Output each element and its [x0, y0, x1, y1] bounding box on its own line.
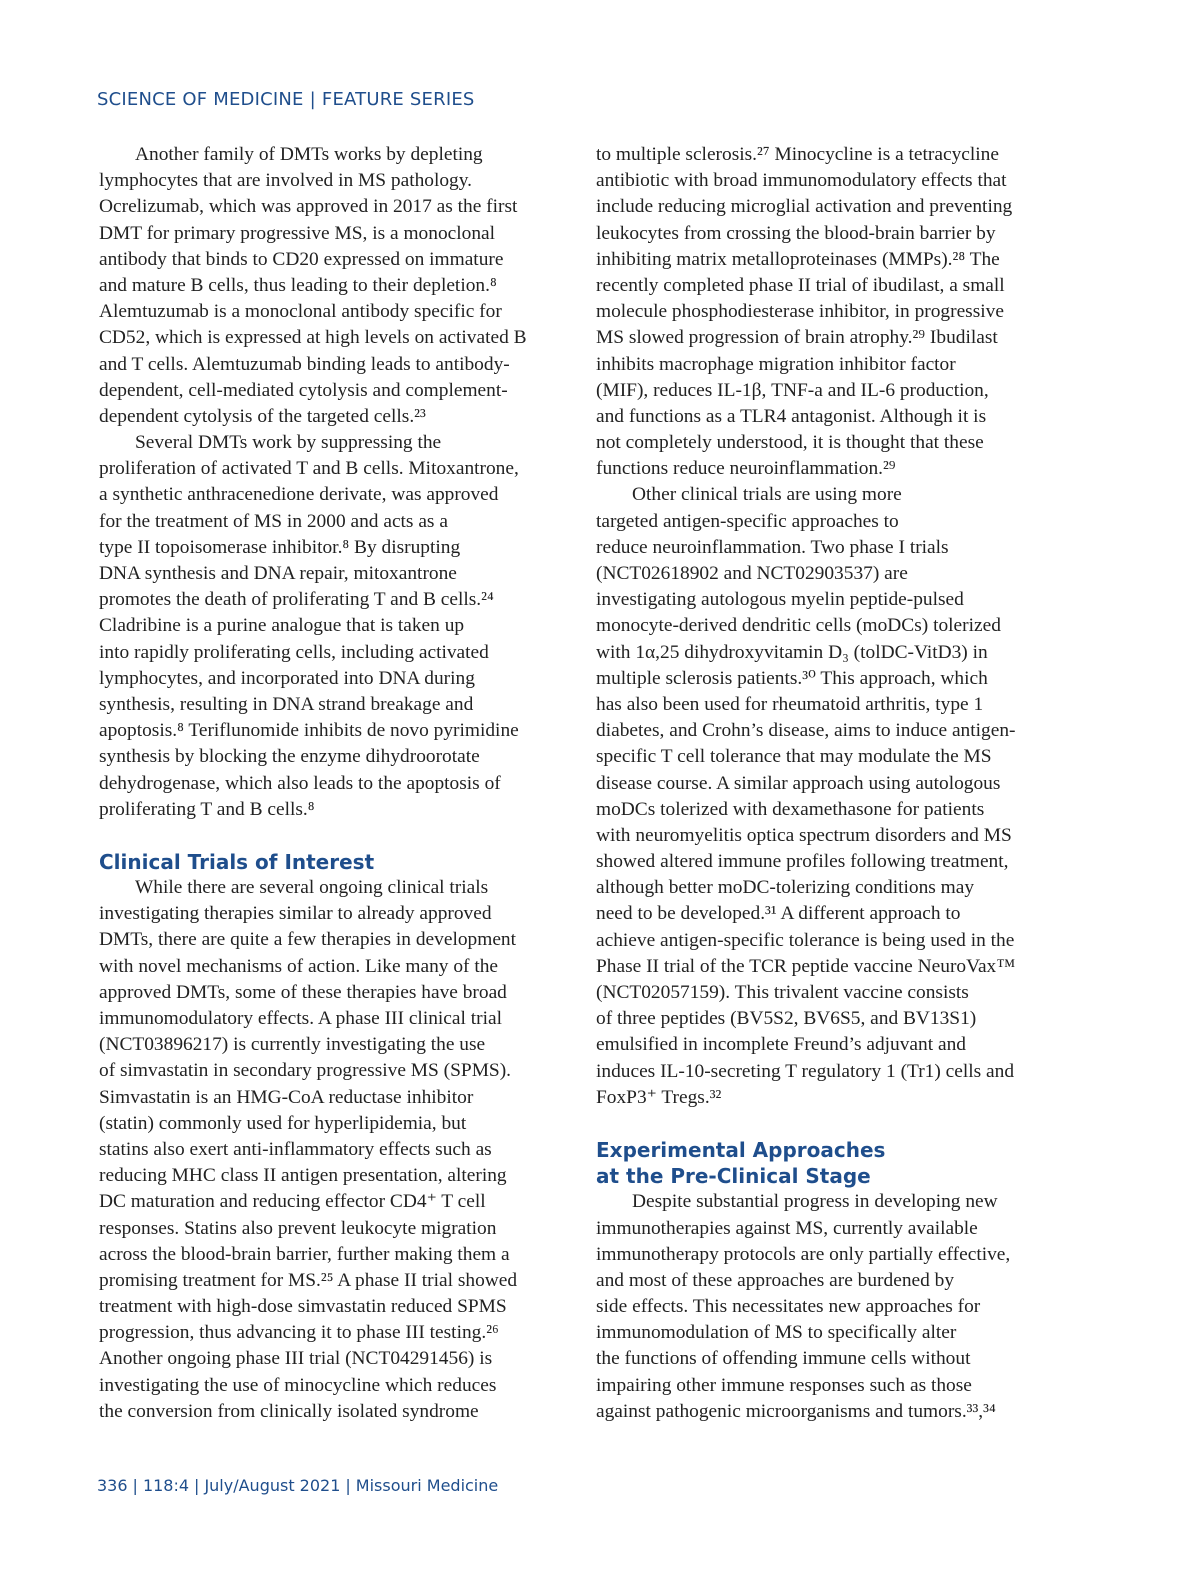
text-line: the functions of offending immune cells without: [596, 1348, 971, 1370]
text-line: Simvastatin is an HMG-CoA reductase inhibitor: [99, 1086, 474, 1108]
text-line: not completely understood, it is thought that these: [596, 432, 984, 454]
text-line: include reducing microglial activation and preventing: [596, 196, 1013, 218]
text-line: antibiotic with broad immunomodulatory effects that: [596, 170, 1007, 192]
text-line: and T cells. Alemtuzumab binding leads to antibody-: [99, 353, 510, 375]
text-line: with 1α,25 dihydroxyvitamin D₃ (tolDC-VitD3) in: [596, 641, 988, 663]
text-line: multiple sclerosis patients.³⁰ This approach, which: [596, 667, 988, 689]
footer-separator: |: [194, 1476, 200, 1495]
text-line: Other clinical trials are using more: [632, 484, 902, 506]
text-line: antibody that binds to CD20 expressed on immature: [99, 248, 504, 270]
text-line: functions reduce neuroinflammation.²⁹: [596, 458, 896, 480]
text-line: reducing MHC class II antigen presentation, altering: [99, 1165, 507, 1187]
text-line: proliferating T and B cells.⁸: [99, 798, 315, 820]
text-line: the conversion from clinically isolated syndrome: [99, 1400, 479, 1422]
footer-page-number: 336: [97, 1476, 128, 1495]
text-line: While there are several ongoing clinical trials: [135, 877, 489, 899]
text-line: synthesis by blocking the enzyme dihydroorotate: [99, 746, 480, 768]
text-line: into rapidly proliferating cells, including activated: [99, 641, 489, 663]
text-line: with novel mechanisms of action. Like many of the: [99, 955, 499, 977]
footer-separator: |: [132, 1476, 138, 1495]
text-line: reduce neuroinflammation. Two phase I trials: [596, 536, 949, 558]
text-line: Cladribine is a purine analogue that is taken up: [99, 615, 465, 637]
text-line: dehydrogenase, which also leads to the apoptosis of: [99, 772, 501, 794]
text-line: immunomodulation of MS to specifically alter: [596, 1322, 957, 1344]
header-series: FEATURE SERIES: [321, 89, 475, 110]
text-line: synthesis, resulting in DNA strand breakage and: [99, 693, 474, 715]
right-column: [596, 142, 1068, 1425]
text-line: although better moDC-tolerizing conditions may: [596, 877, 975, 899]
text-line: Phase II trial of the TCR peptide vaccine NeuroVax™: [596, 955, 1016, 977]
text-line: Ocrelizumab, which was approved in 2017 as the first: [99, 196, 518, 218]
text-line: to multiple sclerosis.²⁷ Minocycline is a tetracycline: [596, 144, 999, 165]
text-line: immunotherapies against MS, currently available: [596, 1217, 978, 1239]
header-separator: |: [309, 89, 316, 110]
footer-date: July/August 2021: [204, 1476, 341, 1495]
section-heading: Clinical Trials of Interest: [99, 849, 375, 874]
text-line: across the blood-brain barrier, further making them a: [99, 1243, 510, 1265]
text-line: targeted antigen-specific approaches to: [596, 510, 899, 532]
header-section: SCIENCE OF MEDICINE: [97, 89, 304, 110]
text-line: disease course. A similar approach using autologous: [596, 772, 1001, 794]
text-line: Another ongoing phase III trial (NCT04291456) is: [99, 1348, 493, 1370]
text-line: side effects. This necessitates new approaches for: [596, 1296, 981, 1318]
text-line: treatment with high-dose simvastatin reduced SPMS: [99, 1296, 507, 1318]
text-line: apoptosis.⁸ Teriflunomide inhibits de novo pyrimidine: [99, 720, 519, 742]
text-line: promotes the death of proliferating T and B cells.²⁴: [99, 589, 494, 611]
text-line: with neuromyelitis optica spectrum disorders and MS: [596, 824, 1012, 846]
text-line: (NCT03896217) is currently investigating the use: [99, 1034, 486, 1056]
text-line: inhibiting matrix metalloproteinases (MMPs).²⁸ The: [596, 248, 1000, 270]
text-line: Despite substantial progress in developing new: [632, 1191, 998, 1213]
text-line: DMT for primary progressive MS, is a monoclonal: [99, 222, 496, 244]
text-line: dependent cytolysis of the targeted cells.²³: [99, 405, 426, 427]
text-line: approved DMTs, some of these therapies have broad: [99, 981, 507, 1003]
section-heading: Experimental Approaches: [596, 1137, 886, 1162]
text-line: for the treatment of MS in 2000 and acts as a: [99, 510, 448, 532]
text-line: molecule phosphodiesterase inhibitor, in progressive: [596, 301, 1004, 323]
text-line: DMTs, there are quite a few therapies in development: [99, 929, 517, 951]
text-line: dependent, cell-mediated cytolysis and complement-: [99, 379, 508, 401]
text-line: immunotherapy protocols are only partially effective,: [596, 1243, 1011, 1265]
text-line: achieve antigen-specific tolerance is being used in the: [596, 929, 1015, 951]
text-line: a synthetic anthracenedione derivate, was approved: [99, 484, 499, 506]
text-line: has also been used for rheumatoid arthritis, type 1: [596, 693, 984, 715]
text-line: of simvastatin in secondary progressive MS (SPMS).: [99, 1060, 512, 1082]
text-line: moDCs tolerized with dexamethasone for patients: [596, 798, 985, 820]
text-line: lymphocytes, and incorporated into DNA during: [99, 667, 475, 689]
text-line: investigating the use of minocycline which reduces: [99, 1374, 497, 1396]
text-line: Several DMTs work by suppressing the: [135, 432, 442, 454]
text-line: inhibits macrophage migration inhibitor factor: [596, 353, 956, 375]
text-line: (MIF), reduces IL-1β, TNF-a and IL-6 production,: [596, 379, 989, 401]
text-line: and most of these approaches are burdened by: [596, 1269, 955, 1291]
text-line: Another family of DMTs works by depleting: [135, 144, 483, 165]
text-line: against pathogenic microorganisms and tumors.³³,³⁴: [596, 1400, 996, 1422]
text-line: need to be developed.³¹ A different approach to: [596, 903, 961, 925]
text-line: statins also exert anti-inflammatory effects such as: [99, 1138, 492, 1160]
text-line: specific T cell tolerance that may modulate the MS: [596, 746, 992, 768]
text-line: impairing other immune responses such as those: [596, 1374, 972, 1396]
text-line: showed altered immune profiles following treatment,: [596, 851, 1009, 873]
left-column: [99, 142, 572, 1425]
text-line: (statin) commonly used for hyperlipidemia, but: [99, 1112, 467, 1134]
text-line: lymphocytes that are involved in MS pathology.: [99, 170, 473, 192]
footer-separator: |: [345, 1476, 351, 1495]
text-line: DC maturation and reducing effector CD4⁺ T cell: [99, 1191, 486, 1213]
text-line: investigating therapies similar to already approved: [99, 903, 492, 925]
section-heading: at the Pre-Clinical Stage: [596, 1164, 871, 1189]
text-line: monocyte-derived dendritic cells (moDCs) tolerized: [596, 615, 1001, 637]
text-line: (NCT02057159). This trivalent vaccine consists: [596, 982, 969, 1003]
text-line: DNA synthesis and DNA repair, mitoxantrone: [99, 563, 457, 584]
footer-issue: 118:4: [142, 1476, 190, 1495]
text-line: CD52, which is expressed at high levels on activated B: [99, 327, 527, 349]
page-footer: [97, 1476, 498, 1495]
text-line: progression, thus advancing it to phase III testing.²⁶: [99, 1322, 499, 1344]
text-line: promising treatment for MS.²⁵ A phase II trial showed: [99, 1269, 518, 1291]
footer-journal: Missouri Medicine: [355, 1476, 499, 1495]
text-line: leukocytes from crossing the blood-brain barrier by: [596, 222, 996, 244]
text-line: proliferation of activated T and B cells. Mitoxantrone,: [99, 458, 519, 480]
text-line: emulsified in incomplete Freund’s adjuvant and: [596, 1034, 966, 1056]
text-line: immunomodulatory effects. A phase III clinical trial: [99, 1008, 502, 1029]
running-header: [97, 89, 475, 110]
text-line: Alemtuzumab is a monoclonal antibody specific for: [99, 301, 502, 323]
text-line: FoxP3⁺ Tregs.³²: [596, 1086, 722, 1108]
text-line: diabetes, and Crohn’s disease, aims to induce antigen-: [596, 720, 1016, 742]
text-line: type II topoisomerase inhibitor.⁸ By disrupting: [99, 536, 461, 558]
text-line: (NCT02618902 and NCT02903537) are: [596, 563, 908, 584]
text-line: and functions as a TLR4 antagonist. Although it is: [596, 405, 987, 427]
text-line: MS slowed progression of brain atrophy.²⁹ Ibudilast: [596, 327, 998, 349]
text-line: responses. Statins also prevent leukocyte migration: [99, 1217, 497, 1239]
text-line: of three peptides (BV5S2, BV6S5, and BV13S1): [596, 1008, 977, 1030]
text-line: investigating autologous myelin peptide-pulsed: [596, 589, 964, 611]
text-line: recently completed phase II trial of ibudilast, a small: [596, 274, 1005, 296]
text-line: and mature B cells, thus leading to their depletion.⁸: [99, 274, 497, 296]
text-line: induces IL-10-secreting T regulatory 1 (Tr1) cells and: [596, 1060, 1015, 1082]
